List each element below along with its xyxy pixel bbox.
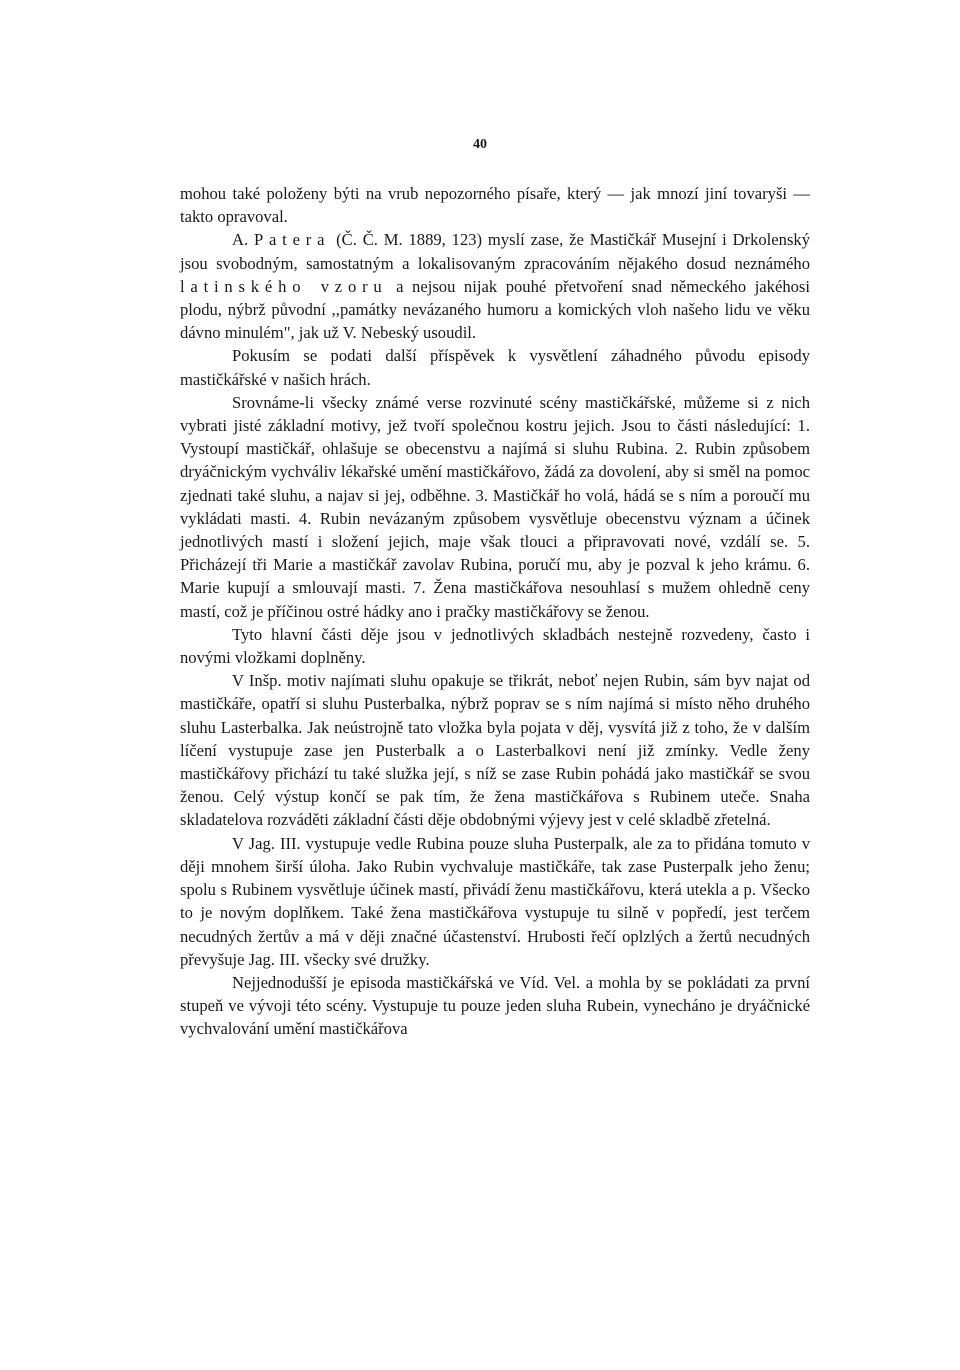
paragraph-text: Srovnáme-li všecky známé verse rozvinuté scény mastičkářské, můžeme si z nich vybrati jisté základní motivy, jež tvoří společnou kostru jejich. Jsou to části následující: 1. Vystoupí mastičkář, ohlašuje se obecenstvu a najímá si sluhu Rubina. 2. Rubin způsobem dryáčnickým vychváliv lékařské umění mastičkářovo, žádá za dovolení, aby si směl na pomoc zjednati také sluhu, a najav si jej, odběhne. 3. Mastičkář ho volá, hádá se s ním a poroučí mu vykládati masti. 4. Rubin nevázaným způsobem vysvětluje obecenstvu význam a účinek jednotlivých mastí i složení jejich, maje však tlouci a připravovati nové, vzdálí se. 5. Přicházejí tři Marie a mastičkář zavolav Rubina, poručí mu, aby je pozval k jeho krámu. 6. Marie kupují a smlouvají masti. 7. Žena mastičkářova nesouhlasí s mužem ohledně ceny mastí, což je příčinou ostré hádky ano i pračky mastičkářovy se ženou. <box>180 392 810 621</box>
paragraph <box>180 623 810 669</box>
paragraph-text: A. <box>232 230 254 250</box>
paragraph-text: a nejsou nijak pouhé přetvoření snad německého jakéhosi plodu, nýbrž původní ,,památky nevázaného humoru a komických vloh našeho lidu ve věku dávno minulém", jak už V. Nebeský usoudil. <box>180 276 810 343</box>
page-number: 40 <box>473 137 487 152</box>
spaced-name: Patera <box>253 230 331 250</box>
paragraph <box>180 391 810 623</box>
paragraph-text: V Jag. III. vystupuje vedle Rubina pouze sluha Pusterpalk, ale za to přidána tomuto v ději mnohem širší úloha. Jako Rubin vychvaluje mastičkáře, tak zase Pusterpalk jeho ženu; spolu s Rubinem vysvětluje účinek mastí, přivádí ženu mastičkářovu, která utekla a p. Všecko to je novým doplňkem. Také žena mastičkářova vystupuje tu silně v popředí, jest terčem necudných žertův a má v ději značné účastenství. Hrubosti řečí oplzlých a žertů necudných převyšuje Jag. III. všecky své družky. <box>180 833 810 969</box>
paragraph <box>180 228 810 344</box>
paragraph-text: mohou také položeny býti na vrub nepozorného písaře, který — jak mnozí jiní tovaryši — takto opravoval. <box>180 184 810 227</box>
paragraph <box>180 182 810 228</box>
spaced-term: latinského vzoru <box>180 276 388 296</box>
paragraph-text: Nejjednodušší je episoda mastičkářská ve Víd. Vel. a mohla by se pokládati za první stupeň ve vývoji této scény. Vystupuje tu pouze jeden sluha Rubein, vynecháno je dryáčnické vychvalování umění mastičkářova <box>180 972 810 1039</box>
paragraph-text: Pokusím se podati další příspěvek k vysvětlení záhadného původu episody mastičkářské v našich hrách. <box>180 346 810 389</box>
paragraph <box>180 971 810 1041</box>
paragraph-text: Tyto hlavní části děje jsou v jednotlivých skladbách nestejně rozvedeny, často i novými vložkami doplněny. <box>180 624 810 668</box>
paragraph <box>180 832 810 971</box>
paragraph-text: (Č. Č. M. 1889, 123) myslí zase, že Mastičkář Musejní i Drkolenský jsou svobodným, samostatným a lokalisovaným zpracováním nějakého dosud neznámého <box>180 230 810 273</box>
paragraph <box>180 669 810 831</box>
paragraph <box>180 344 810 390</box>
paragraph-text: V Inšp. motiv najímati sluhu opakuje se třikrát, neboť nejen Rubin, sám byv najat od mastičkáře, opatří si sluhu Pusterbalka, nýbrž poprav se s ním najímá si místo něho druhého sluhu Lasterbalka. Jak neústrojně tato vložka byla pojata v děj, vysvítá již z toho, že v dalším líčení vystupuje zase jen Pusterbalk a o Lasterbalkovi není již zmínky. Vedle ženy mastičkářovy přichází tu také služka její, s níž se zase Rubin pohádá jako mastičkář se svou ženou. Celý výstup končí se pak tím, že žena mastičkářova s Rubinem uteče. Snaha skladatelova rozváděti základní části děje obdobnými výjevy jest v celé skladbě zřetelná. <box>180 671 810 830</box>
body-text <box>180 182 810 1041</box>
